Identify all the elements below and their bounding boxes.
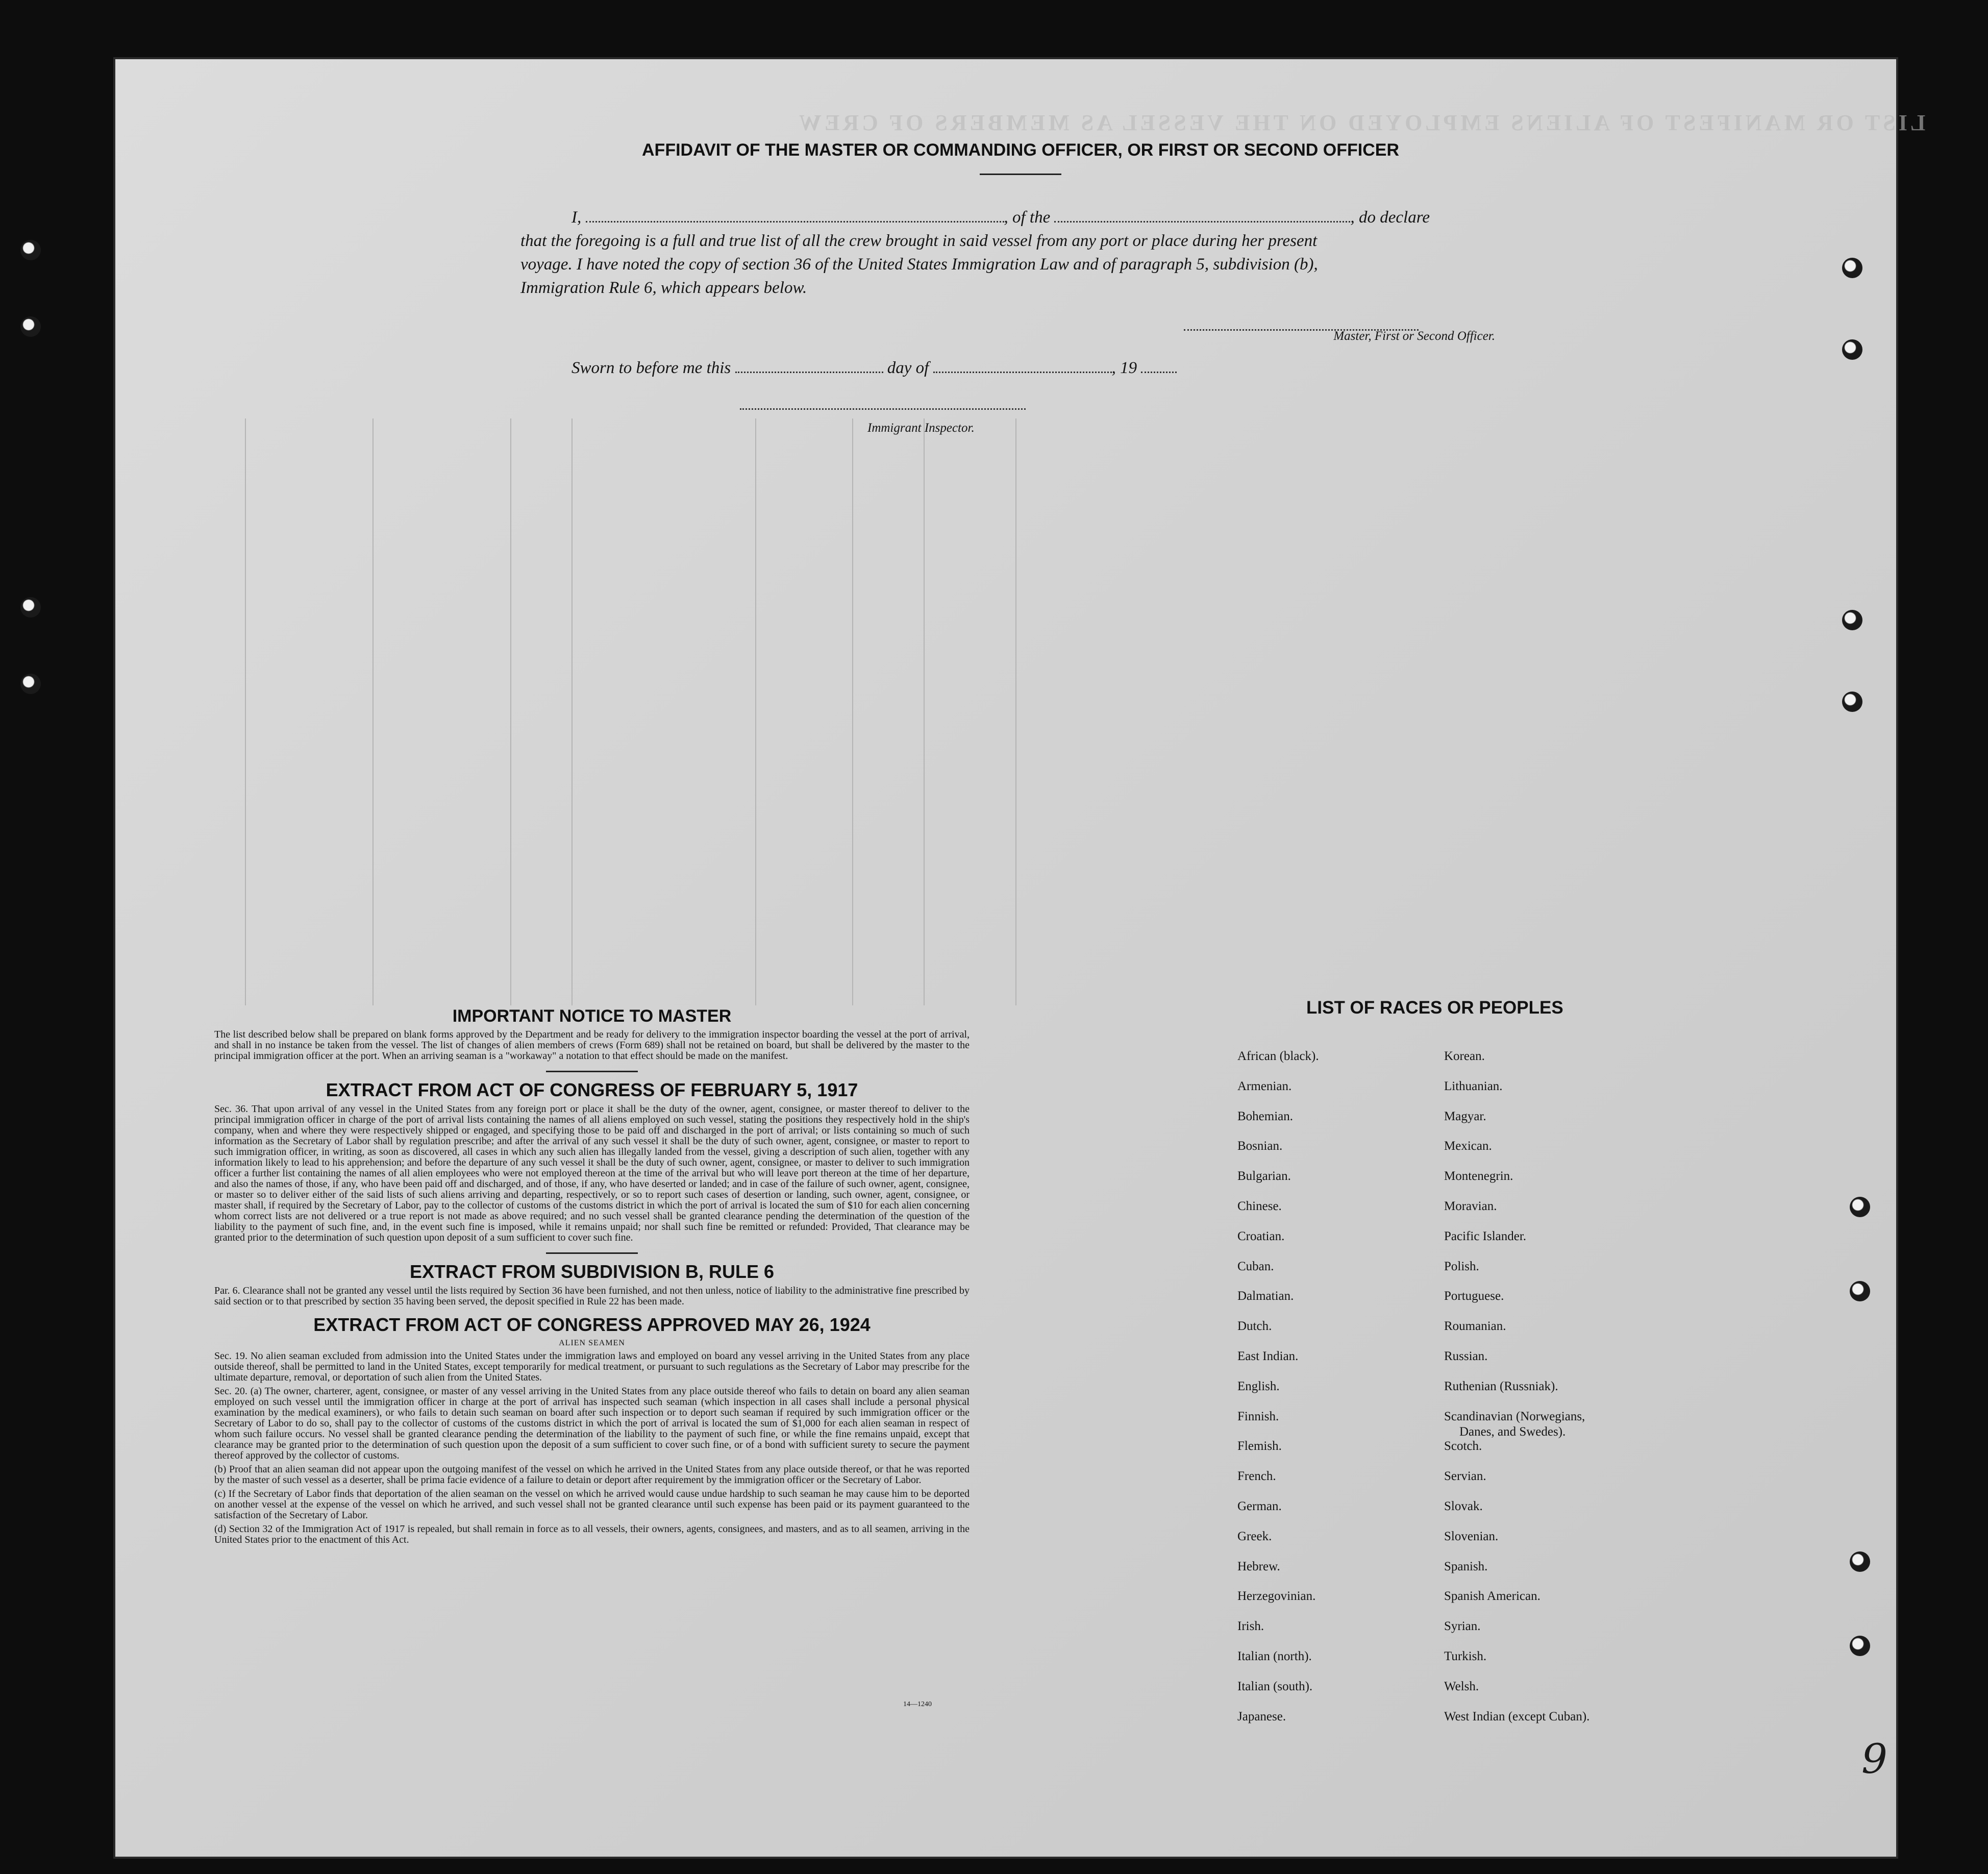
- race-item: Irish.: [1237, 1619, 1264, 1634]
- race-item: Moravian.: [1444, 1199, 1497, 1213]
- extract-1924-sec20c: (c) If the Secretary of Labor finds that deportation of the alien seaman on the vessel on which he arrived would cause undue hardship to such seaman he may cause him to be deported on another vessel at the expense of the vessel on which he arrived, and such vessel shall not be granted clearance until such expense has been paid or its payment guaranteed to the satisfaction of the Secretary of Labor.: [214, 1488, 970, 1521]
- name-blank: [586, 204, 1004, 223]
- race-item: Greek.: [1237, 1529, 1272, 1543]
- inspector-signature-line: [740, 408, 1026, 410]
- race-item: Spanish.: [1444, 1559, 1488, 1573]
- race-item: African (black).: [1237, 1049, 1319, 1063]
- separator-rule: [546, 1071, 638, 1072]
- race-item: Bohemian.: [1237, 1109, 1294, 1123]
- race-item: Bulgarian.: [1237, 1169, 1291, 1183]
- race-item: Flemish.: [1237, 1439, 1282, 1453]
- handwritten-mark: 9: [1861, 1735, 1887, 1783]
- race-item: Scandinavian (Norwegians, Danes, and Swedes).: [1444, 1409, 1589, 1439]
- column-rule: [1015, 418, 1016, 1005]
- form-number: 14—1240: [903, 1700, 932, 1708]
- race-item: Magyar.: [1444, 1109, 1486, 1123]
- binder-hole-icon: [1850, 1551, 1870, 1572]
- race-item: Scotch.: [1444, 1439, 1482, 1453]
- binder-hole-icon: [1842, 692, 1862, 712]
- notice-title: IMPORTANT NOTICE TO MASTER: [452, 1006, 732, 1026]
- race-item: Turkish.: [1444, 1649, 1487, 1663]
- race-item: Russian.: [1444, 1349, 1488, 1363]
- sworn-year-blank: [1141, 355, 1177, 373]
- race-item: Dutch.: [1237, 1319, 1272, 1334]
- column-rule: [924, 418, 925, 1005]
- affidavit-declare: , do declare: [1350, 208, 1430, 227]
- race-item: Mexican.: [1444, 1139, 1492, 1153]
- race-item: Chinese.: [1237, 1199, 1282, 1213]
- sworn-prefix: Sworn to before me this: [571, 359, 731, 377]
- column-rule: [852, 418, 853, 1005]
- extract-1924-sec20b: (b) Proof that an alien seaman did not appear upon the outgoing manifest of the vessel on which he arrived in the United States from any place outside thereof, or that he was reported by the master of such vessel as a deserter, shall be prima facie evidence of a failure to detain or deport after requirement by the immigration officer or the Secretary of Labor.: [214, 1464, 970, 1486]
- bleed-through-header: LIST OR MANIFEST OF ALIENS EMPLOYED ON THE VESSEL AS MEMBERS OF CREW: [796, 110, 1926, 135]
- race-item: Welsh.: [1444, 1679, 1479, 1693]
- races-title: LIST OF RACES OR PEOPLES: [1306, 998, 1563, 1018]
- race-item: Hebrew.: [1237, 1559, 1280, 1573]
- vessel-blank: [1054, 204, 1350, 223]
- race-item: Italian (north).: [1237, 1649, 1312, 1663]
- affidavit-declare-line: [520, 204, 1505, 229]
- sworn-day-of: day of: [887, 359, 929, 377]
- binder-hole-icon: [1850, 1281, 1870, 1301]
- race-item: Finnish.: [1237, 1409, 1279, 1423]
- extract-rule6-body: Par. 6. Clearance shall not be granted any vessel until the lists required by Section 36 have been furnished, and not then unless, notice of liability to the administrative fine prescribed by said section or to that prescribed by section 35 having been served, the deposit specified in Rule 22 has been made.: [214, 1285, 970, 1307]
- race-item: Cuban.: [1237, 1259, 1274, 1273]
- race-item: Ruthenian (Russniak).: [1444, 1379, 1558, 1393]
- binder-hole-icon: [20, 240, 41, 260]
- race-item: Dalmatian.: [1237, 1289, 1294, 1303]
- sworn-line: [571, 355, 1177, 378]
- column-rule: [372, 418, 374, 1005]
- race-item: Slovenian.: [1444, 1529, 1499, 1543]
- notice-body: The list described below shall be prepared on blank forms approved by the Department and be ready for delivery to the immigration inspector boarding the vessel at the port of arrival, and shall in no instance be taken from the vessel. The list of changes of alien members of crews (Form 689) shall not be retained on board, but shall be delivered by the master to the principal immigration officer at the port. When an arriving seaman is a "workaway" a notation to that effect should be made on the manifest.: [214, 1029, 970, 1062]
- binder-hole-icon: [1842, 610, 1862, 630]
- race-item: Croatian.: [1237, 1229, 1285, 1243]
- race-item: Syrian.: [1444, 1619, 1481, 1634]
- alien-seamen-subtitle: ALIEN SEAMEN: [559, 1339, 625, 1347]
- extract-1924-title: EXTRACT FROM ACT OF CONGRESS APPROVED MAY 26, 1924: [313, 1314, 871, 1335]
- extract-1917-body: Sec. 36. That upon arrival of any vessel in the United States from any foreign port or place it shall be the duty of the owner, agent, consignee, or master thereof to deliver to the principal immigration officer in charge of the port of arrival lists containing the names of all aliens employed on such vessel, stating the positions they respectively hold in the ship's company, when and where they were respectively shipped or engaged, and specifying those to be paid off and discharged in the port of arrival; or lists containing so much of such information as the Secretary of Labor shall by regulation prescribe; and after the arrival of any such vessel it shall be the duty of such owner, agent, consignee, or master to report to such immigration officer, in writing, as soon as discovered, all cases in which any such alien has illegally landed from the vessel, giving a description of such alien, together with any information likely to lead to his apprehension; and before the departure of any such vessel it shall be the duty of such owner, agent, consignee, or master to deliver to such immigration officer a further list containing the names of all alien employees who were not employed thereon at the time of the arrival but who will leave port thereon at the time of her departure, and also the names of those, if any, who have been paid off and discharged, and of those, if any, who have deserted or landed; and in case of the failure of such owner, agent, consignee, or master so to deliver either of the said lists of such aliens arriving and departing, respectively, or so to report such cases of desertion or landing, such owner, agent, consignee, or master shall, if required by the Secretary of Labor, pay to the collector of customs of the customs district in which the port of arrival is located the sum of $10 for each alien concerning whom correct lists are not delivered or a true report is not made as above required; and no such vessel shall be granted clearance pending the determination of the question of the liability to the payment of such fine, and, in the event such fine is imposed, while it remains unpaid; nor shall such fine be remitted or refunded: Provided, That clearance may be granted prior to the determination of such question upon deposit of a sum sufficient to cover such fine.: [214, 1103, 970, 1243]
- race-item: Italian (south).: [1237, 1679, 1313, 1693]
- race-item: Spanish American.: [1444, 1589, 1540, 1604]
- race-item: Japanese.: [1237, 1709, 1286, 1723]
- race-item: Roumanian.: [1444, 1319, 1506, 1334]
- column-rule: [510, 418, 511, 1005]
- affidavit-of-the: , of the: [1004, 208, 1051, 227]
- races-column-2: [1444, 1049, 1589, 1739]
- master-signature-label: Master, First or Second Officer.: [1333, 329, 1495, 343]
- race-item: German.: [1237, 1499, 1282, 1513]
- extract-rule6-title: EXTRACT FROM SUBDIVISION B, RULE 6: [409, 1261, 775, 1282]
- races-column-1: [1237, 1049, 1319, 1739]
- race-item: French.: [1237, 1469, 1276, 1484]
- column-rule: [571, 418, 573, 1005]
- binder-hole-icon: [1842, 258, 1862, 278]
- race-item: Montenegrin.: [1444, 1169, 1513, 1183]
- race-item-continuation: Danes, and Swedes).: [1459, 1424, 1566, 1439]
- notice-section: [214, 1006, 970, 1548]
- binder-hole-icon: [1850, 1636, 1870, 1656]
- binder-hole-icon: [1842, 339, 1862, 360]
- affidavit-line: that the foregoing is a full and true list of all the crew brought in said vessel from any port or place during her present: [520, 232, 1318, 250]
- race-item: Bosnian.: [1237, 1139, 1283, 1153]
- affidavit-title: AFFIDAVIT OF THE MASTER OR COMMANDING OFFICER, OR FIRST OR SECOND OFFICER: [642, 140, 1399, 160]
- race-item: Pacific Islander.: [1444, 1229, 1527, 1243]
- race-item: Lithuanian.: [1444, 1079, 1503, 1093]
- race-item: English.: [1237, 1379, 1280, 1393]
- column-rule: [245, 418, 246, 1005]
- extract-1924-sec19: Sec. 19. No alien seaman excluded from admission into the United States under the immigration laws and employed on board any vessel arriving in the United States from any place outside thereof, shall be permitted to land in the United States, except temporarily for medical treatment, or pursuant to such regulations as the Secretary of Labor may prescribe for the ultimate departure, removal, or deportation of such alien from the United States.: [214, 1350, 970, 1383]
- binder-hole-icon: [20, 597, 41, 618]
- race-item: West Indian (except Cuban).: [1444, 1709, 1590, 1723]
- race-item: Portuguese.: [1444, 1289, 1504, 1303]
- race-item: Armenian.: [1237, 1079, 1292, 1093]
- extract-1917-title: EXTRACT FROM ACT OF CONGRESS OF FEBRUARY 5, 1917: [326, 1079, 858, 1100]
- affidavit-text: [520, 204, 1505, 300]
- affidavit-line: Immigration Rule 6, which appears below.: [520, 279, 807, 297]
- race-item: Korean.: [1444, 1049, 1485, 1063]
- race-item: Slovak.: [1444, 1499, 1483, 1513]
- extract-1924-sec20a: Sec. 20. (a) The owner, charterer, agent, consignee, or master of any vessel arriving in the United States from any place outside thereof who fails to detain on board any alien seaman employed on such vessel until the immigration officer in charge at the port of arrival has inspected such seaman (which inspection in all cases shall include a personal physical examination by the medical examiners), or who fails to detain such seaman on board after such inspection or to deport such seaman if required by such immigration officer or the Secretary of Labor to do so, shall pay to the collector of customs of the customs district in which the port of arrival is located the sum of $1,000 for each alien seaman in respect of whom such failure occurs. No vessel shall be granted clearance pending the determination of the liability to the payment of such fine, or while the fine remains unpaid, except that clearance may be granted prior to the determination of such question upon the deposit of a sum sufficient to cover such fine, or of a bond with sufficient surety to secure the payment thereof approved by the collector of customs.: [214, 1386, 970, 1461]
- binder-hole-icon: [1850, 1197, 1870, 1217]
- binder-hole-icon: [20, 674, 41, 694]
- sworn-year: , 19: [1111, 359, 1137, 377]
- affidavit-title-rule: [980, 174, 1061, 175]
- race-item: Servian.: [1444, 1469, 1486, 1484]
- race-item: Herzegovinian.: [1237, 1589, 1316, 1604]
- column-rule: [755, 418, 756, 1005]
- affidavit-i: I,: [571, 208, 582, 227]
- race-item: Polish.: [1444, 1259, 1479, 1273]
- extract-1924-sec20d: (d) Section 32 of the Immigration Act of 1917 is repealed, but shall remain in force as to all vessels, their owners, agents, consignees, and masters, and as to all seamen, arriving in the United States prior to the enactment of this Act.: [214, 1523, 970, 1545]
- inspector-label: Immigrant Inspector.: [867, 421, 975, 435]
- race-item: East Indian.: [1237, 1349, 1299, 1363]
- sworn-date-blank: [735, 355, 883, 373]
- affidavit-line: voyage. I have noted the copy of section 36 of the United States Immigration Law and of paragraph 5, subdivision (b),: [520, 255, 1318, 274]
- sworn-month-blank: [933, 355, 1112, 373]
- separator-rule: [546, 1252, 638, 1254]
- binder-hole-icon: [20, 316, 41, 337]
- form-page: [113, 57, 1898, 1859]
